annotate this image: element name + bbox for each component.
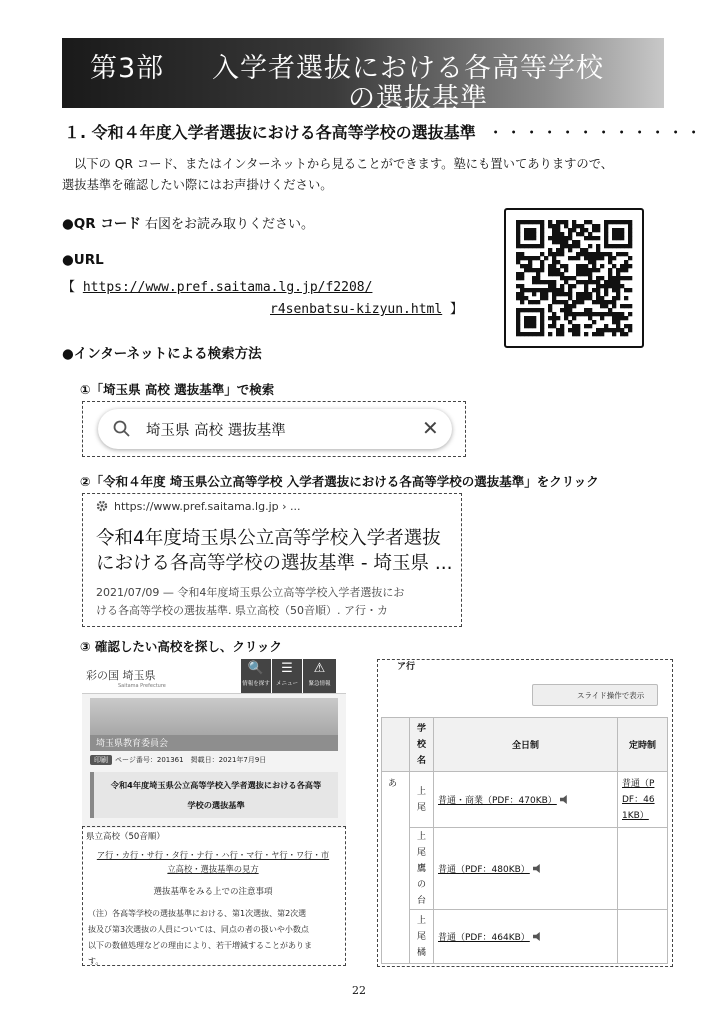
school-table [381,717,668,964]
header-part-time: 定時制 [618,718,668,772]
part-time-cell [618,910,668,964]
note-line: 以下の数値処理などの理由により、若干増減することがありま [88,941,312,950]
qr-section [62,212,314,232]
chapter-banner [62,38,664,114]
qr-code-pattern [506,210,642,346]
caution-heading: 選抜基準をみる上での注意事項 [153,887,273,897]
name-char: 上 [416,786,426,797]
list-title: 県立高校（50音順） [86,832,165,842]
slide-view-button[interactable]: スライド操作で表示 [532,684,658,706]
pdf-link[interactable]: 普通・商業（PDF：470KB） [438,796,557,806]
kana-cell: あ [382,772,410,964]
result-url[interactable] [96,500,301,513]
speaker-icon[interactable] [560,795,570,804]
step1-label: ①「埼玉県 高校 選抜基準」で検索 [80,382,275,397]
qr-note: 右図をお読み取りください。 [145,217,315,232]
intro-line: 選抜基準を確認したい際にはお声掛けください。 [62,178,333,192]
part-time-cell[interactable] [618,772,668,828]
banner-part: 第3部 [90,53,165,84]
gyou-links-line[interactable]: ア行・カ行・サ行・タ行・ナ行・ハ行・マ行・ヤ行・ワ行・市 [96,850,330,860]
banner-title-line2: の選抜基準 [348,83,488,114]
table-row [382,910,668,964]
header-char: 名 [416,755,426,766]
gyou-links-line[interactable]: 立高校・選抜基準の見方 [167,864,259,874]
table-row [382,828,668,910]
page-number: 22 [352,984,366,997]
menu-icon: ☰ [281,661,293,676]
result-url-text: https://www.pref.saitama.lg.jp › ... [114,500,301,513]
name-char: 上 [416,915,426,926]
intro-line: 以下の QR コード、またはインターネットから見ることができます。塾にも置いてありますので、 [74,157,614,171]
table-row [382,772,668,828]
intro-paragraph [62,154,666,196]
search-query[interactable]: 埼玉県 高校 選抜基準 [146,423,286,439]
step3-label: ③ 確認したい高校を探し、クリック [80,639,282,654]
url-label: ●URL [62,252,104,268]
qr-code[interactable] [504,208,644,348]
search-bar[interactable] [98,409,452,449]
name-char: 上 [416,831,426,842]
result-title-line: 令和4年度埼玉県公立高等学校入学者選抜 [96,528,441,549]
speaker-icon[interactable] [533,932,543,941]
speaker-icon[interactable] [533,864,543,873]
url-link-part1[interactable]: https://www.pref.saitama.lg.jp/f2208/ [82,280,373,295]
name-char: 尾 [416,931,426,942]
note-line: す。 [88,957,104,966]
warning-icon: ⚠ [313,661,326,676]
bracket-close: 】 [450,302,464,317]
school-name-cell [410,910,434,964]
full-time-cell [434,772,618,828]
name-char: 台 [416,895,426,906]
name-char: 鷹 [416,863,426,874]
clear-icon[interactable]: ✕ [422,416,439,440]
page-title-line: 令和4年度埼玉県公立高等学校入学者選抜における各高等 [110,780,322,790]
name-char: の [416,879,426,890]
row-group-heading: ア行 [397,662,416,672]
header-school [410,718,434,772]
section-title: １. 令和４年度入学者選抜における各高等学校の選抜基準 [64,123,476,142]
pdf-link[interactable]: 普通（PDF：480KB） [438,865,530,875]
step2-label: ②「令和４年度 埼玉県公立高等学校 入学者選抜における各高等学校の選抜基準」をクリック [80,474,599,489]
nav-search-button[interactable] [241,659,271,693]
name-char: 尾 [416,802,426,813]
result-snippet-line: 2021/07/09 — 令和4年度埼玉県公立高等学校入学者選抜にお [96,586,405,599]
table-header-row [382,718,668,772]
nav-emergency-button[interactable] [303,659,336,693]
site-logo[interactable]: 彩の国 埼玉県 [86,669,156,682]
result-snippet-line: ける各高等学校の選抜基準. 県立高校（50音順）. ア行・カ [96,604,388,617]
name-char: 尾 [416,847,426,858]
pdf-link[interactable]: 普通（PDF：464KB） [438,933,530,943]
gear-icon [96,500,108,512]
search-icon: 🔍 [247,661,265,676]
page-title [90,772,338,818]
search-method-label: ●インターネットによる検索方法 [62,346,262,362]
pdf-link-line[interactable]: DF：46 [622,794,655,805]
section-heading [64,120,704,143]
page-info-text: ページ番号：201361 掲載日：2021年7月9日 [115,756,267,764]
nav-label: 情報を探す [242,681,270,687]
print-button[interactable]: 印刷 [90,755,112,765]
header-full-time: 全日制 [434,718,618,772]
bracket-open: 【 [62,280,76,295]
nav-label: 緊急情報 [308,681,331,687]
result-title-line: における各高等学校の選抜基準 - 埼玉県 ... [96,553,453,574]
full-time-cell [434,910,618,964]
name-char: 橘 [416,947,426,958]
url-link-part2[interactable]: r4senbatsu-kizyun.html [270,302,443,317]
header-char: 校 [416,739,426,750]
page-title-line: 学校の選抜基準 [187,800,245,810]
url-line2 [270,298,463,317]
school-name-cell [410,828,434,910]
header-blank [382,718,410,772]
part-time-cell [618,828,668,910]
result-title[interactable] [96,526,456,576]
nav-label: メニュー [275,681,298,687]
page-info [90,755,266,765]
note-line: 抜及び第3次選抜の人員については、同点の者の扱いや小数点 [88,925,309,934]
result-snippet [96,584,456,620]
pdf-link-line[interactable]: 1KB） [622,810,649,821]
gyou-links[interactable] [84,848,342,876]
photo-caption: 埼玉県教育委員会 [90,735,338,751]
caution-note [88,906,342,970]
site-logo-sub: Saitama Prefecture [118,683,166,689]
url-line1 [62,276,372,295]
note-line: （注）各高等学校の選抜基準における、第1次選抜、第2次選 [88,909,307,918]
search-icon [112,419,132,439]
qr-label: ●QR コード [62,216,141,232]
header-char: 学 [416,723,426,734]
pdf-link-line[interactable]: 普通（P [622,778,655,789]
banner-title-line1: 入学者選抜における各高等学校 [212,53,604,84]
nav-menu-button[interactable] [272,659,302,693]
full-time-cell [434,828,618,910]
leader-dots: ・・・・・・・・・・・・ [487,123,704,142]
school-name-cell [410,772,434,828]
